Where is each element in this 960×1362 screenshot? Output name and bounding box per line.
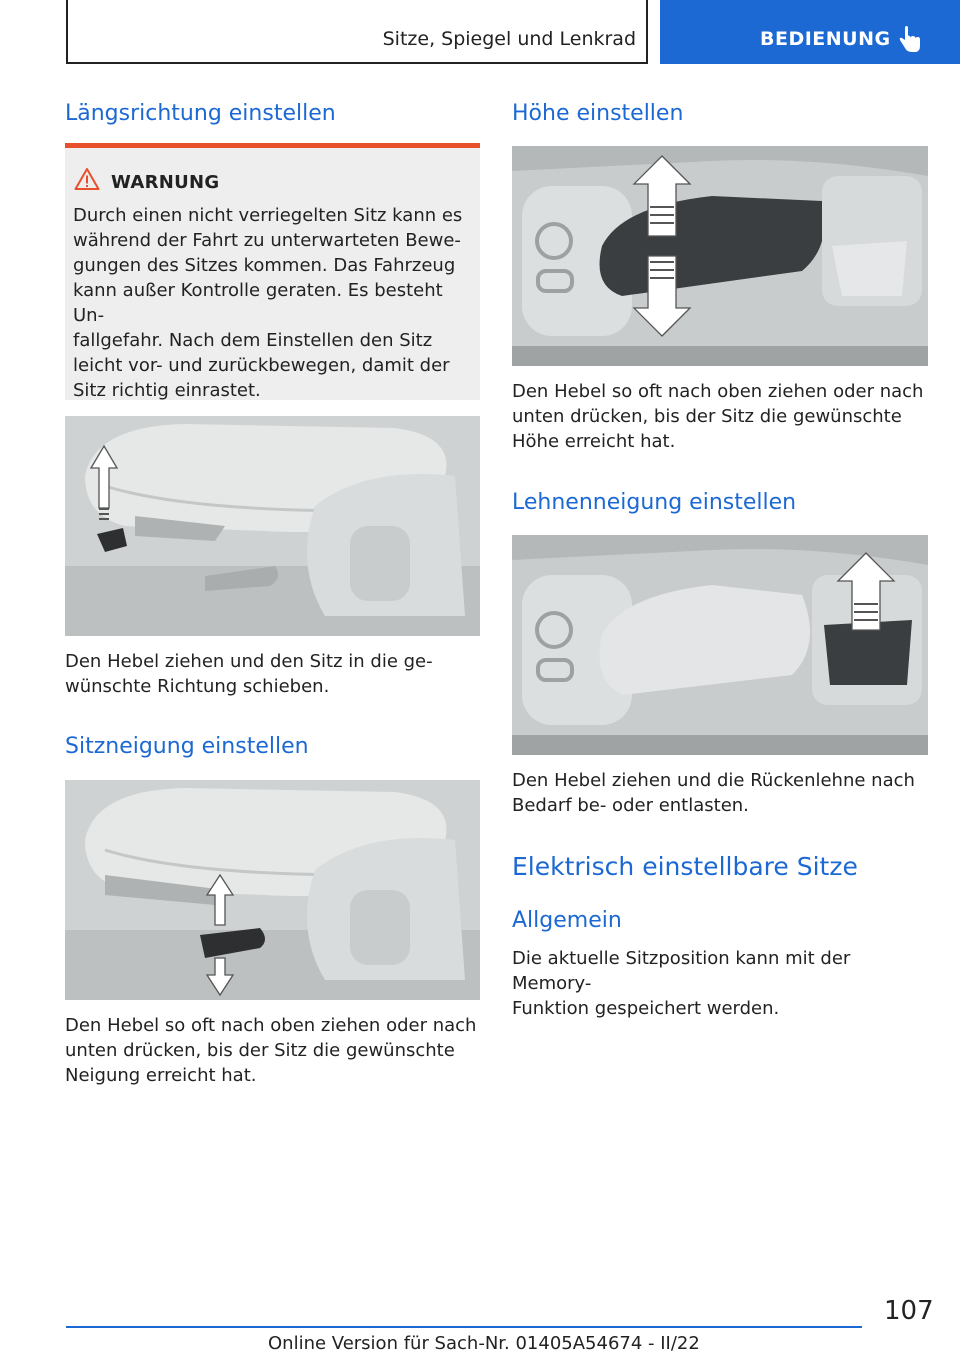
subsection-title-allgemein: Allgemein [512, 908, 622, 933]
section-title-hoehe: Höhe einstellen [512, 101, 684, 126]
body-line: unten drücken, bis der Sitz die gewünschte [65, 1040, 455, 1061]
height-text [512, 379, 932, 454]
body-line: Den Hebel so oft nach oben ziehen oder nach [65, 1015, 477, 1036]
seat-height-image [512, 146, 928, 366]
page-number: 107 [884, 1296, 934, 1326]
body-line: wünschte Richtung schieben. [65, 676, 330, 697]
warning-line: während der Fahrt zu unterwarteten Bewe‐ [73, 230, 461, 251]
warning-text [73, 203, 478, 403]
warning-line: Durch einen nicht verriegelten Sitz kann es [73, 205, 463, 226]
section-title-lehnenneigung: Lehnenneigung einstellen [512, 490, 797, 515]
warning-line: fallgefahr. Nach dem Einstellen den Sitz [73, 330, 433, 351]
body-line: Bedarf be- oder entlasten. [512, 795, 749, 816]
body-line: unten drücken, bis der Sitz die gewünschte [512, 406, 902, 427]
body-line: Die aktuelle Sitzposition kann mit der Memory- [512, 948, 851, 994]
seat-longitudinal-image [65, 416, 480, 636]
section-title-sitzneigung: Sitzneigung einstellen [65, 734, 309, 759]
footer-divider [66, 1326, 862, 1328]
tilt-text [65, 1013, 480, 1088]
backrest-text [512, 768, 932, 818]
general-text [512, 946, 932, 1021]
body-line: Höhe erreicht hat. [512, 431, 676, 452]
section-title-elektrisch: Elektrisch einstellbare Sitze [512, 852, 858, 881]
warning-line: leicht vor- und zurückbewegen, damit der [73, 355, 450, 376]
body-line: Den Hebel ziehen und die Rückenlehne nach [512, 770, 915, 791]
body-line: Den Hebel ziehen und den Sitz in die ge‐ [65, 651, 433, 672]
warning-label: WARNUNG [111, 172, 220, 193]
warning-line: kann außer Kontrolle geraten. Es besteht Un‐ [73, 280, 443, 326]
longitudinal-text [65, 649, 480, 699]
warning-line: Sitz richtig einrastet. [73, 380, 261, 401]
seat-tilt-image [65, 780, 480, 1000]
warning-line: gungen des Sitzes kommen. Das Fahrzeug [73, 255, 456, 276]
warning-triangle-icon [74, 167, 100, 191]
section-title-laengsrichtung: Längsrichtung einstellen [65, 101, 336, 126]
body-line: Neigung erreicht hat. [65, 1065, 257, 1086]
body-line: Den Hebel so oft nach oben ziehen oder nach [512, 381, 924, 402]
pointing-hand-icon [896, 26, 922, 54]
body-line: Funktion gespeichert werden. [512, 998, 780, 1019]
section-tab-label: BEDIENUNG [760, 28, 891, 50]
backrest-image [512, 535, 928, 755]
chapter-title: Sitze, Spiegel und Lenkrad [382, 28, 636, 50]
footer-version-text: Online Version für Sach-Nr. 01405A54674 - II/22 [268, 1333, 700, 1354]
